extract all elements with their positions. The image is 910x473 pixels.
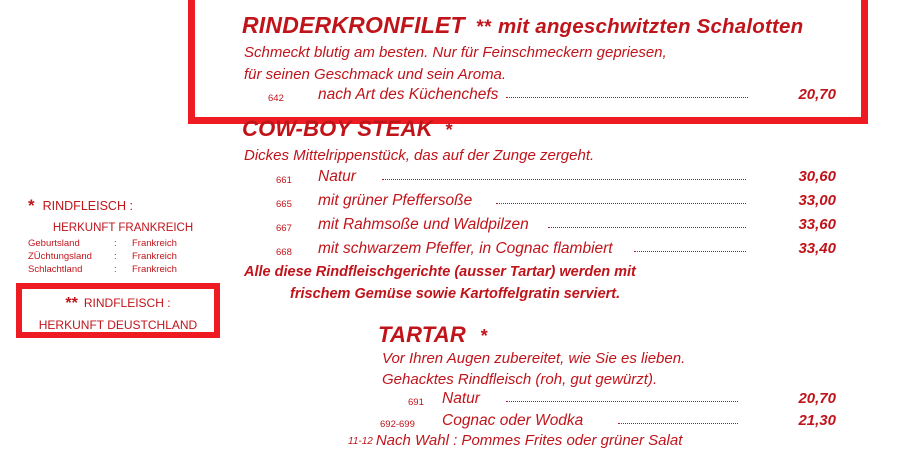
double-star-marker: ** xyxy=(65,295,78,312)
footnote-text: Nach Wahl : Pommes Frites oder grüner Salat xyxy=(375,432,683,449)
item-code: 691 xyxy=(408,397,424,408)
item-name: mit Rahmsoße und Waldpilzen xyxy=(318,216,529,233)
origin-note-single-star-subtitle: HERKUNFT FRANKREICH xyxy=(52,222,194,234)
item-name: mit grüner Pfeffersoße xyxy=(318,192,473,209)
item-price: 30,60 xyxy=(798,168,836,185)
origin-row-colon: : xyxy=(114,238,117,249)
item-name: Natur xyxy=(318,168,356,185)
menu-item-661 xyxy=(242,168,862,188)
item-code: 665 xyxy=(276,199,292,210)
menu-item-692-699 xyxy=(380,412,860,432)
side-note-line-2: frischem Gemüse sowie Kartoffelgratin serviert. xyxy=(290,286,621,302)
origin-details-table xyxy=(28,238,200,277)
section-title-text: RINDERKRONFILET xyxy=(242,12,465,38)
item-code: 642 xyxy=(268,93,284,104)
leader-dots xyxy=(382,178,746,180)
table-row xyxy=(28,251,200,264)
origin-note-single-star-title xyxy=(28,196,218,216)
section-description-line: für seinen Geschmack und sein Aroma. xyxy=(244,66,507,83)
item-price: 33,00 xyxy=(798,192,836,209)
menu-item-667 xyxy=(242,216,862,236)
section-title-tartar xyxy=(378,322,487,348)
section-title-cowboy-steak xyxy=(242,116,452,142)
section-description-line: Vor Ihren Augen zubereitet, wie Sie es lieben. xyxy=(382,350,686,367)
item-price: 20,70 xyxy=(798,86,836,103)
origin-row-label: Schlachtland xyxy=(28,263,83,275)
leader-dots xyxy=(496,202,746,204)
origin-row-label: Geburtsland xyxy=(28,238,80,249)
section-stars: ** xyxy=(475,17,491,38)
origin-row-value: Frankreich xyxy=(132,263,177,275)
origin-row-colon: : xyxy=(114,263,117,275)
item-price: 33,60 xyxy=(798,216,836,233)
section-title-text: TARTAR xyxy=(378,322,466,347)
item-name: Natur xyxy=(442,390,480,407)
section-description-line: Dickes Mittelrippenstück, das auf der Zunge zergeht. xyxy=(244,147,595,164)
menu-item-642 xyxy=(242,86,862,106)
origin-note-single-star xyxy=(28,196,218,277)
menu-item-665 xyxy=(242,192,862,212)
origin-row-label: ZÜchtungsland xyxy=(28,250,92,262)
item-price: 21,30 xyxy=(798,412,836,429)
item-code: 667 xyxy=(276,223,292,234)
origin-note-double-star-title xyxy=(22,295,214,313)
leader-dots xyxy=(634,250,746,252)
leader-dots xyxy=(618,422,738,424)
section-stars: * xyxy=(444,120,453,140)
section-description-line: Schmeckt blutig am besten. Nur für Feinschmeckern gepriesen, xyxy=(244,44,667,61)
leader-dots xyxy=(506,96,748,98)
origin-row-value: Frankreich xyxy=(132,250,177,262)
item-name: mit schwarzem Pfeffer, in Cognac flambiert xyxy=(318,240,613,257)
origin-note-single-star-label: RINDFLEISCH : xyxy=(42,199,133,213)
item-code: 661 xyxy=(276,175,292,186)
menu-item-668 xyxy=(242,240,862,260)
section-description-line: Gehacktes Rindfleisch (roh, gut gewürzt). xyxy=(382,371,658,388)
item-name: Cognac oder Wodka xyxy=(442,412,584,429)
origin-note-double-star-subtitle: HERKUNFT DEUSTCHLAND xyxy=(38,318,198,332)
menu-item-691 xyxy=(380,390,860,410)
item-name: nach Art des Küchenchefs xyxy=(318,86,499,103)
section-title-text: COW-BOY STEAK xyxy=(242,116,433,141)
section-title-rinderkronfilet xyxy=(242,12,803,39)
table-row xyxy=(28,238,200,251)
section-stars: * xyxy=(479,326,488,346)
side-note-line-1: Alle diese Rindfleischgerichte (ausser Tartar) werden mit xyxy=(244,264,636,280)
item-code: 668 xyxy=(276,247,292,258)
leader-dots xyxy=(506,400,738,402)
item-price: 20,70 xyxy=(798,390,836,407)
item-code: 692-699 xyxy=(380,419,415,430)
origin-note-double-star-highlight xyxy=(16,283,220,338)
origin-row-colon: : xyxy=(114,250,117,262)
section-title-tail: mit angeschwitzten Schalotten xyxy=(497,15,804,38)
table-row xyxy=(28,264,200,277)
single-star-marker: * xyxy=(28,196,35,215)
origin-note-double-star-label: RINDFLEISCH : xyxy=(83,296,171,310)
origin-row-value: Frankreich xyxy=(132,238,177,249)
item-price: 33,40 xyxy=(798,240,836,257)
footnote-choice xyxy=(348,432,682,449)
footnote-code: 11-12 xyxy=(348,436,373,447)
leader-dots xyxy=(548,226,746,228)
